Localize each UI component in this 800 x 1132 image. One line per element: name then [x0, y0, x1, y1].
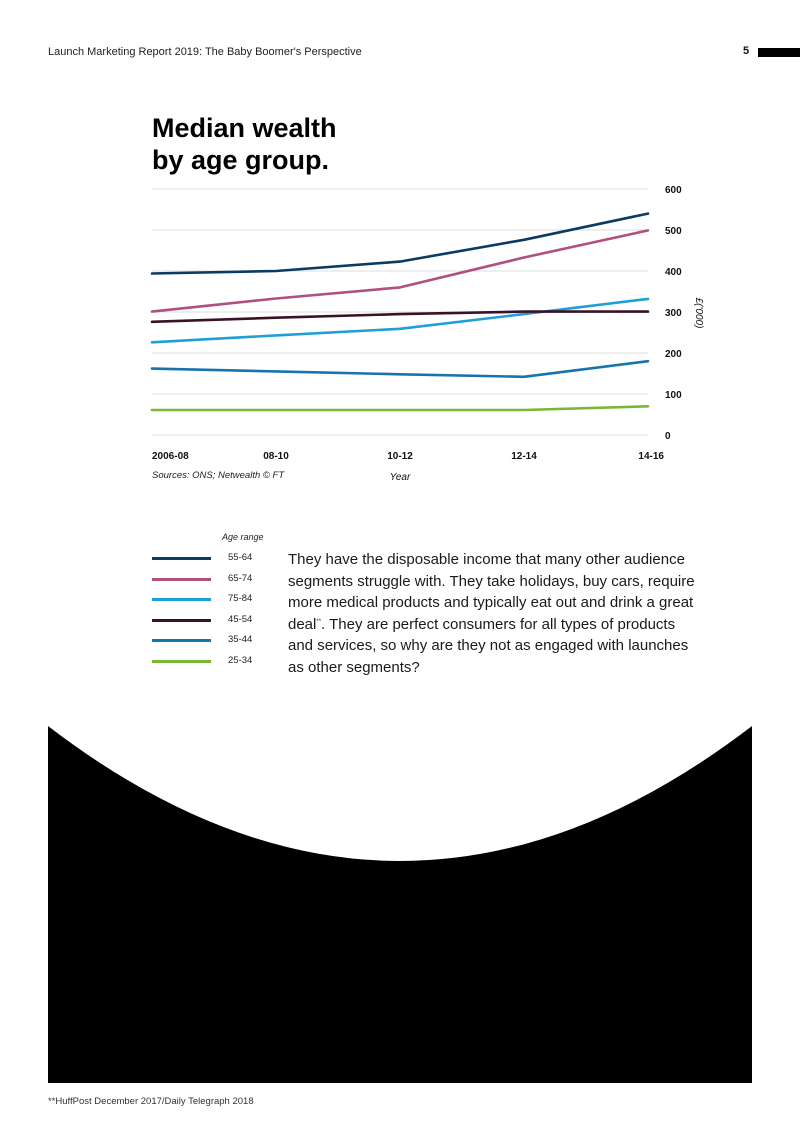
y-tick-label: 400	[665, 267, 682, 278]
x-axis-ticks	[152, 451, 664, 462]
body-text-main: They have the disposable income that many other audience segments struggle with. They take holidays, buy cars, require more medical products and typically eat out and drink a great deal	[288, 551, 695, 633]
legend-swatch	[152, 660, 211, 663]
line-chart	[0, 0, 800, 500]
legend-item-35-44	[152, 634, 272, 646]
legend-swatch	[152, 557, 211, 560]
decorative-arc-shape	[48, 726, 752, 1083]
x-tick-label: 2006-08	[152, 451, 189, 462]
y-tick-label: 500	[665, 226, 682, 237]
series-line-55-64	[152, 214, 648, 274]
legend-item-65-74	[152, 573, 272, 585]
legend-item-45-54	[152, 614, 272, 626]
y-axis-ticks	[665, 185, 682, 442]
legend-item-75-84	[152, 593, 272, 605]
x-tick-label: 14-16	[638, 451, 664, 462]
series-line-45-54	[152, 312, 648, 322]
x-tick-label: 08-10	[263, 451, 289, 462]
chart-source: Sources: ONS; Netwealth © FT	[152, 470, 285, 481]
page-number: 5	[743, 45, 750, 57]
footnote-marker: **	[316, 618, 322, 625]
x-axis-label: Year	[389, 472, 411, 483]
footnote: **HuffPost December 2017/Daily Telegraph 2018	[48, 1096, 254, 1107]
legend-label: 65-74	[228, 572, 253, 584]
chart-title-line-1: Median wealth	[152, 113, 337, 143]
series-line-25-34	[152, 406, 648, 410]
legend-label: 45-54	[228, 613, 253, 625]
body-paragraph	[288, 549, 703, 679]
y-tick-label: 600	[665, 185, 682, 196]
legend-label: 55-64	[228, 552, 253, 563]
legend-item-25-34	[152, 655, 272, 667]
legend-swatch	[152, 619, 211, 622]
legend-label: 75-84	[228, 593, 253, 604]
legend-label: 25-34	[228, 654, 253, 666]
y-tick-label: 0	[665, 431, 671, 442]
x-tick-label: 10-12	[387, 451, 413, 462]
series-line-35-44	[152, 361, 648, 377]
body-text-continued: . They are perfect consumers for all types of products and services, so why are they not as engaged with launches as other segments?	[288, 615, 689, 676]
y-tick-label: 100	[665, 390, 682, 401]
legend-swatch	[152, 598, 211, 601]
y-axis-label: £('000)	[693, 297, 704, 329]
y-tick-label: 300	[665, 308, 682, 319]
header-title: Launch Marketing Report 2019: The Baby Boomer's Perspective	[48, 46, 362, 58]
legend-item-55-64	[152, 552, 272, 564]
legend-heading: Age range	[222, 532, 264, 542]
chart-title-line-2: by age group.	[152, 145, 330, 175]
legend-swatch	[152, 639, 211, 642]
y-tick-label: 200	[665, 349, 682, 360]
legend-swatch	[152, 578, 211, 581]
x-tick-label: 12-14	[511, 451, 537, 462]
legend-label: 35-44	[228, 634, 253, 645]
